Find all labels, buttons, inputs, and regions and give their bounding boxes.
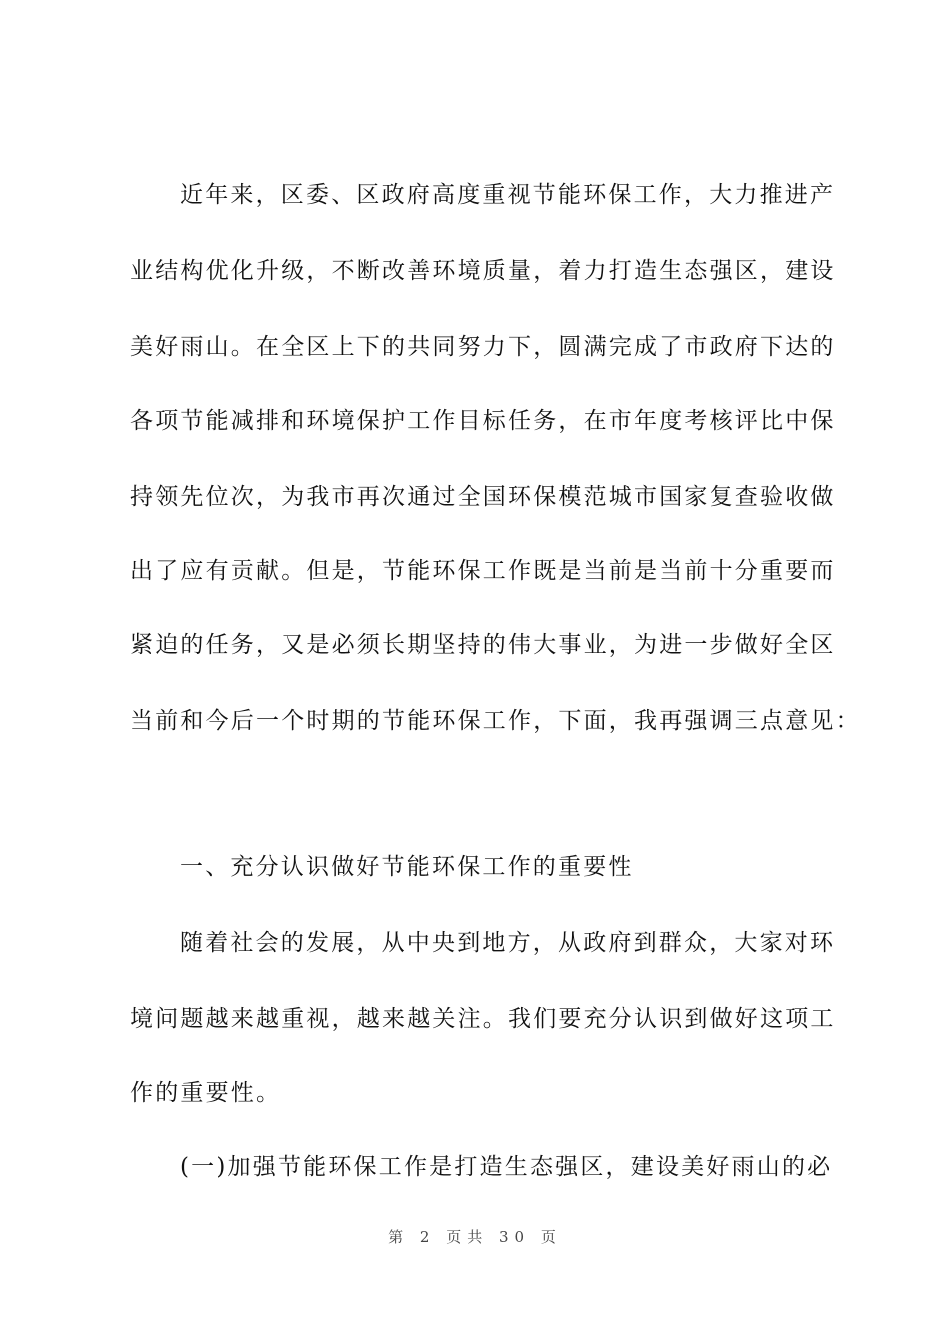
paragraph-1-line-3: 美好雨山。在全区上下的共同努力下，圆满完成了市政府下达的 xyxy=(130,334,836,360)
paragraph-1-line-1: 近年来，区委、区政府高度重视节能环保工作，大力推进产 xyxy=(180,182,836,208)
paragraph-1-line-8: 当前和今后一个时期的节能环保工作，下面，我再强调三点意见： xyxy=(130,708,861,734)
paragraph-1-line-2: 业结构优化升级，不断改善环境质量，着力打造生态强区，建设 xyxy=(130,258,836,284)
paragraph-1-line-4: 各项节能减排和环境保护工作目标任务，在市年度考核评比中保 xyxy=(130,408,836,434)
page-footer: 第 2 页共 30 页 xyxy=(388,1228,562,1246)
section-heading: 一、充分认识做好节能环保工作的重要性 xyxy=(180,854,634,880)
paragraph-1-line-6: 出了应有贡献。但是，节能环保工作既是当前是当前十分重要而 xyxy=(130,558,836,584)
subsection-heading: (一)加强节能环保工作是打造生态强区，建设美好雨山的必 xyxy=(180,1154,833,1180)
paragraph-1-line-7: 紧迫的任务，又是必须长期坚持的伟大事业，为进一步做好全区 xyxy=(130,632,836,658)
paragraph-2-line-1: 随着社会的发展，从中央到地方，从政府到群众，大家对环 xyxy=(180,930,836,956)
paragraph-2-line-2: 境问题越来越重视，越来越关注。我们要充分认识到做好这项工 xyxy=(130,1006,836,1032)
paragraph-1-line-5: 持领先位次，为我市再次通过全国环保模范城市国家复查验收做 xyxy=(130,484,836,510)
paragraph-2-line-3: 作的重要性。 xyxy=(130,1080,282,1106)
